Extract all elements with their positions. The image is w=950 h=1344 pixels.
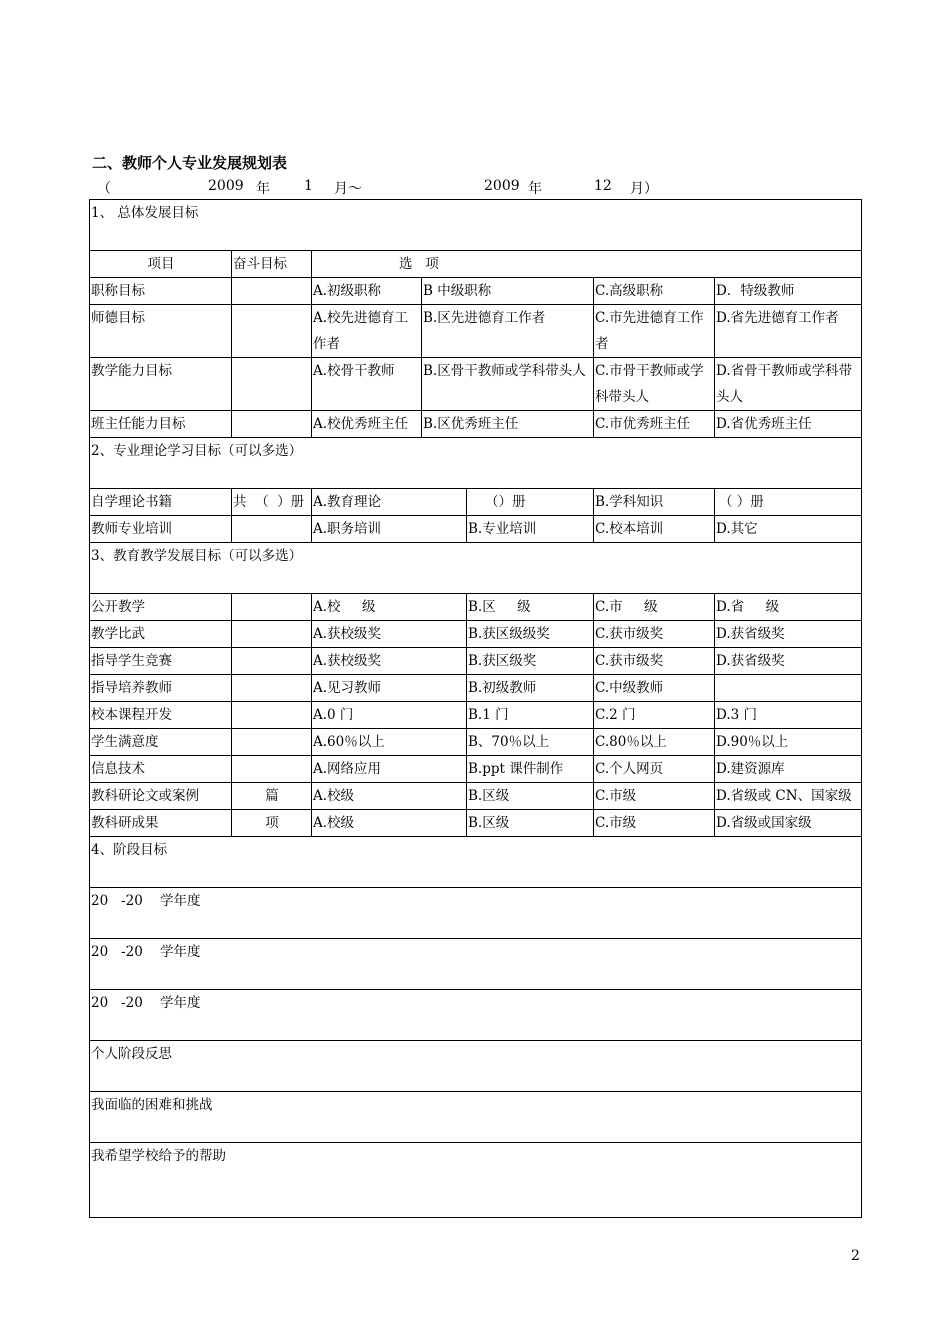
stage-row <box>90 888 862 939</box>
row-label: 校本课程开发 <box>90 702 232 729</box>
section-heading: 3、教育教学发展目标（可以多选） <box>90 543 862 594</box>
s2_rows-row <box>90 489 862 516</box>
option-a: A.校优秀班主任 <box>312 411 422 438</box>
page-number: 2 <box>851 1248 860 1264</box>
option-a: A.校 级 <box>312 594 467 621</box>
option-d: D.获省级奖 <box>715 648 862 675</box>
option-b: B.ppt 课件制作 <box>467 756 594 783</box>
row-label: 指导学生竞赛 <box>90 648 232 675</box>
plan-table <box>89 199 862 1218</box>
stage-cell: 20 -20 学年度 <box>90 939 862 990</box>
row-label: 师德目标 <box>90 305 232 358</box>
s3_rows-row <box>90 729 862 756</box>
s3_rows-row <box>90 648 862 675</box>
stage-row <box>90 939 862 990</box>
stage-cell: 我希望学校给予的帮助 <box>90 1143 862 1218</box>
option-c: B.学科知识 <box>594 489 715 516</box>
option-c: C.市骨干教师或学科带头人 <box>594 358 715 411</box>
section-row <box>90 438 862 489</box>
option-d: D.3 门 <box>715 702 862 729</box>
row-label: 教师专业培训 <box>90 516 232 543</box>
s3_rows-row <box>90 756 862 783</box>
section-row <box>90 837 862 888</box>
stage-cell: 20 -20 学年度 <box>90 990 862 1041</box>
option-b: B.专业培训 <box>467 516 594 543</box>
end-year: 2009 <box>484 178 520 194</box>
option-d: D.90％以上 <box>715 729 862 756</box>
option-a: A.校骨干教师 <box>312 358 422 411</box>
option-a: A.60％以上 <box>312 729 467 756</box>
goal-cell <box>232 278 312 305</box>
stage-row <box>90 1143 862 1218</box>
end-month-unit: 月） <box>630 181 658 197</box>
stage-cell: 个人阶段反思 <box>90 1041 862 1092</box>
option-c: C.获市级奖 <box>594 621 715 648</box>
s3_rows-row <box>90 783 862 810</box>
option-b: B.区级 <box>467 810 594 837</box>
start-year-unit: 年 <box>256 181 270 197</box>
option-b: B、70％以上 <box>467 729 594 756</box>
header-row <box>90 251 862 278</box>
row-label: 教学比武 <box>90 621 232 648</box>
option-d: D.省优秀班主任 <box>715 411 862 438</box>
end-year-unit: 年 <box>528 181 542 197</box>
goal-cell: 篇 <box>232 783 312 810</box>
goal-cell <box>232 621 312 648</box>
option-c: C.市级 <box>594 810 715 837</box>
option-d: D.省 级 <box>715 594 862 621</box>
option-a: A.获校级奖 <box>312 648 467 675</box>
option-a: A.校先进德育工作者 <box>312 305 422 358</box>
option-b: B.1 门 <box>467 702 594 729</box>
s3_rows-row <box>90 675 862 702</box>
option-d: D.其它 <box>715 516 862 543</box>
goal-cell <box>232 358 312 411</box>
option-b: B.初级教师 <box>467 675 594 702</box>
goal-cell <box>232 411 312 438</box>
option-d: D.省级或 CN、国家级 <box>715 783 862 810</box>
row-label: 教学能力目标 <box>90 358 232 411</box>
stage-row <box>90 1041 862 1092</box>
s2_rows-row <box>90 516 862 543</box>
option-b: B 中级职称 <box>422 278 594 305</box>
option-c: C.市优秀班主任 <box>594 411 715 438</box>
option-a: A.获校级奖 <box>312 621 467 648</box>
row-label: 班主任能力目标 <box>90 411 232 438</box>
row-label: 信息技术 <box>90 756 232 783</box>
s3_rows-row <box>90 594 862 621</box>
end-month: 12 <box>594 178 612 194</box>
goal-cell <box>232 702 312 729</box>
start-year: 2009 <box>208 178 244 194</box>
option-c: C.高级职称 <box>594 278 715 305</box>
option-b: B.区先进德育工作者 <box>422 305 594 358</box>
s3_rows-row <box>90 621 862 648</box>
goal-cell <box>232 675 312 702</box>
row-label: 教科研论文或案例 <box>90 783 232 810</box>
option-a: A.校级 <box>312 810 467 837</box>
goal-cell: 项 <box>232 810 312 837</box>
row-label: 自学理论书籍 <box>90 489 232 516</box>
option-d <box>715 675 862 702</box>
option-a: A.见习教师 <box>312 675 467 702</box>
option-b: B.获区级级奖 <box>467 621 594 648</box>
option-b: B.区级 <box>467 783 594 810</box>
option-a: A.校级 <box>312 783 467 810</box>
option-b: B.区优秀班主任 <box>422 411 594 438</box>
stage-row <box>90 1092 862 1143</box>
option-c: C.获市级奖 <box>594 648 715 675</box>
option-b: （）册 <box>467 489 594 516</box>
option-c: C.2 门 <box>594 702 715 729</box>
stage-row <box>90 990 862 1041</box>
row-label: 教科研成果 <box>90 810 232 837</box>
option-d: D.省先进德育工作者 <box>715 305 862 358</box>
header-item: 项目 <box>90 251 232 278</box>
s1-row <box>90 358 862 411</box>
option-c: C.市 级 <box>594 594 715 621</box>
goal-cell <box>232 648 312 675</box>
s3_rows-row <box>90 810 862 837</box>
section-heading: 2、专业理论学习目标（可以多选） <box>90 438 862 489</box>
row-label: 学生满意度 <box>90 729 232 756</box>
option-c: C.80％以上 <box>594 729 715 756</box>
stage-cell: 我面临的困难和挑战 <box>90 1092 862 1143</box>
row-label: 公开教学 <box>90 594 232 621</box>
option-d: D.省骨干教师或学科带头人 <box>715 358 862 411</box>
goal-cell <box>232 594 312 621</box>
start-month-unit: 月～ <box>334 181 362 197</box>
option-d: D．特级教师 <box>715 278 862 305</box>
start-month: 1 <box>304 178 313 194</box>
option-a: A.职务培训 <box>312 516 467 543</box>
s3_rows-row <box>90 702 862 729</box>
option-a: A.网络应用 <box>312 756 467 783</box>
document-title: 二、教师个人专业发展规划表 <box>92 154 288 172</box>
goal-cell <box>232 756 312 783</box>
option-a: A.初级职称 <box>312 278 422 305</box>
option-c: C.市先进德育工作者 <box>594 305 715 358</box>
header-options: 选 项 <box>312 251 862 278</box>
section-1-heading: 1、 总体发展目标 <box>90 200 862 251</box>
row-label: 职称目标 <box>90 278 232 305</box>
goal-cell <box>232 729 312 756</box>
option-c: C.中级教师 <box>594 675 715 702</box>
header-goal: 奋斗目标 <box>232 251 312 278</box>
stage-cell: 20 -20 学年度 <box>90 888 862 939</box>
section-row <box>90 543 862 594</box>
option-c: C.个人网页 <box>594 756 715 783</box>
goal-cell <box>232 305 312 358</box>
option-d: （ ）册 <box>715 489 862 516</box>
option-b: B.区骨干教师或学科带头人 <box>422 358 594 411</box>
option-c: C.校本培训 <box>594 516 715 543</box>
option-a: A.0 门 <box>312 702 467 729</box>
option-a: A.教育理论 <box>312 489 467 516</box>
s1-row <box>90 411 862 438</box>
section-heading: 4、阶段目标 <box>90 837 862 888</box>
option-d: D.省级或国家级 <box>715 810 862 837</box>
option-c: C.市级 <box>594 783 715 810</box>
date-open: （ <box>97 181 111 197</box>
option-b: B.区 级 <box>467 594 594 621</box>
section-1-row <box>90 200 862 251</box>
goal-cell <box>232 516 312 543</box>
option-d: D.建资源库 <box>715 756 862 783</box>
goal-cell: 共 （ ）册 <box>232 489 312 516</box>
row-label: 指导培养教师 <box>90 675 232 702</box>
s1-row <box>90 305 862 358</box>
option-b: B.获区级奖 <box>467 648 594 675</box>
s1-row <box>90 278 862 305</box>
option-d: D.获省级奖 <box>715 621 862 648</box>
